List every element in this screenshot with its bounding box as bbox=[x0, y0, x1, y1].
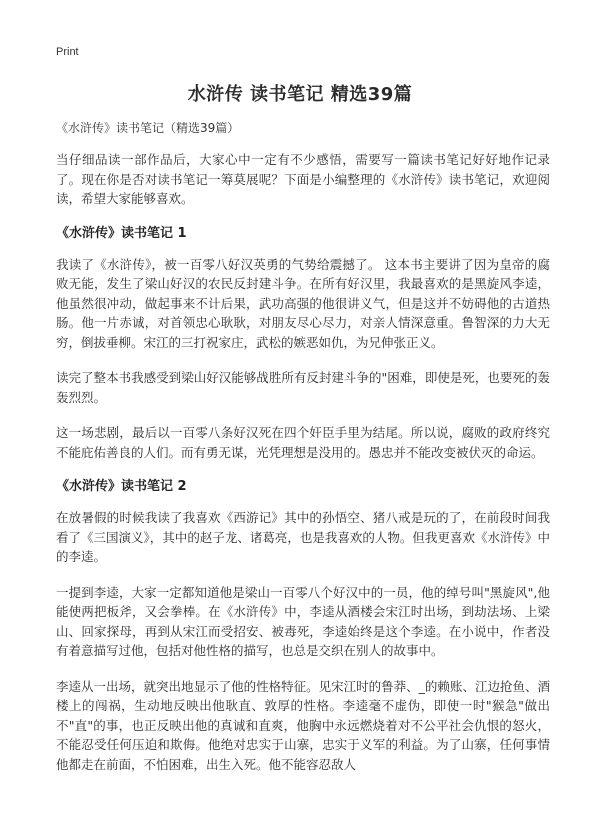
section-heading-1: 《水浒传》读书笔记 1 bbox=[56, 225, 187, 241]
section-1-paragraph: 我读了《水浒传》，被一百零八好汉英勇的气势给震撼了。 这本书主要讲了因为皇帝的腐败无能，发生了梁山好汉的农民反封建斗争。在所有好汉里，我最喜欢的是黑旋风李逵，他虽然很冲动，做起事来不计后果，武功高强的他很讲义气，但是这并不妨碍他的古道热肠。他一片赤诚，对首领忠心耿耿，对朋友尽心尽力，对亲人情深意重。鲁智深的力大无穷，倒拔垂柳。宋江的三打祝家庄，武松的嫉恶如仇，为兄伸张正义。 bbox=[56, 256, 550, 350]
section-2-paragraph: 在放暑假的时候我读了我喜欢《西游记》其中的孙悟空、猪八戒是玩的了，在前段时间我看了《三国演义》，其中的赵子龙、诸葛亮，也是我喜欢的人物。但我更喜欢《水浒传》中的李逵。 bbox=[56, 510, 550, 564]
document-subtitle: 《水浒传》读书笔记（精选39篇） bbox=[56, 121, 240, 135]
document-body bbox=[56, 150, 550, 790]
page-title: 水浒传 读书笔记 精选39篇 bbox=[187, 84, 413, 105]
print-label[interactable]: Print bbox=[56, 46, 79, 58]
section-heading-2: 《水浒传》读书笔记 2 bbox=[56, 479, 187, 494]
section-2-paragraph: 李逵从一出场，就突出地显示了他的性格特征。见宋江时的鲁莽、_的赖账、江边抢鱼、酒楼上的闯祸，生动地反映出他耿直、敦厚的性格。李逵毫不虚伪，即使一时"猴急"做出不"直"的事，也正反映出他的真诚和直爽，他胸中永远燃烧着对不公平社会仇恨的怒火，不能忍受任何压迫和欺侮。他绝对忠实于山寨，忠实于义军的利益。为了山寨，任何事情他都走在前面，不怕困难，出生入死。他不能容忍敌人 bbox=[56, 678, 550, 772]
section-1-paragraph: 读完了整本书我感受到梁山好汉能够战胜所有反封建斗争的"困难，即使是死，也要死的轰轰烈烈。 bbox=[56, 370, 550, 405]
section-1-paragraph: 这一场悲剧，最后以一百零八条好汉死在四个奸臣手里为结尾。所以说，腐败的政府终究不能庇佑善良的人们。而有勇无谋，光凭理想是没用的。愚忠并不能改变被伏灭的命运。 bbox=[56, 425, 550, 460]
section-2-paragraph: 一提到李逵，大家一定都知道他是梁山一百零八个好汉中的一员，他的绰号叫"黑旋风",他能使两把板斧，又会拳棒。在《水浒传》中，李逵从酒楼会宋江时出场，到劫法场、上梁山、回家探母，再到从宋江而受招安、被毒死，李逵始终是这个李逵。在小说中，作者没有着意描写过他，包括对他性格的描写，也总是交织在别人的故事中。 bbox=[56, 584, 550, 658]
intro-paragraph: 当仔细品读一部作品后，大家心中一定有不少感悟，需要写一篇读书笔记好好地作记录了。现在你是否对读书笔记一筹莫展呢？下面是小编整理的《水浒传》读书笔记，欢迎阅读，希望大家能够喜欢。 bbox=[56, 152, 550, 206]
